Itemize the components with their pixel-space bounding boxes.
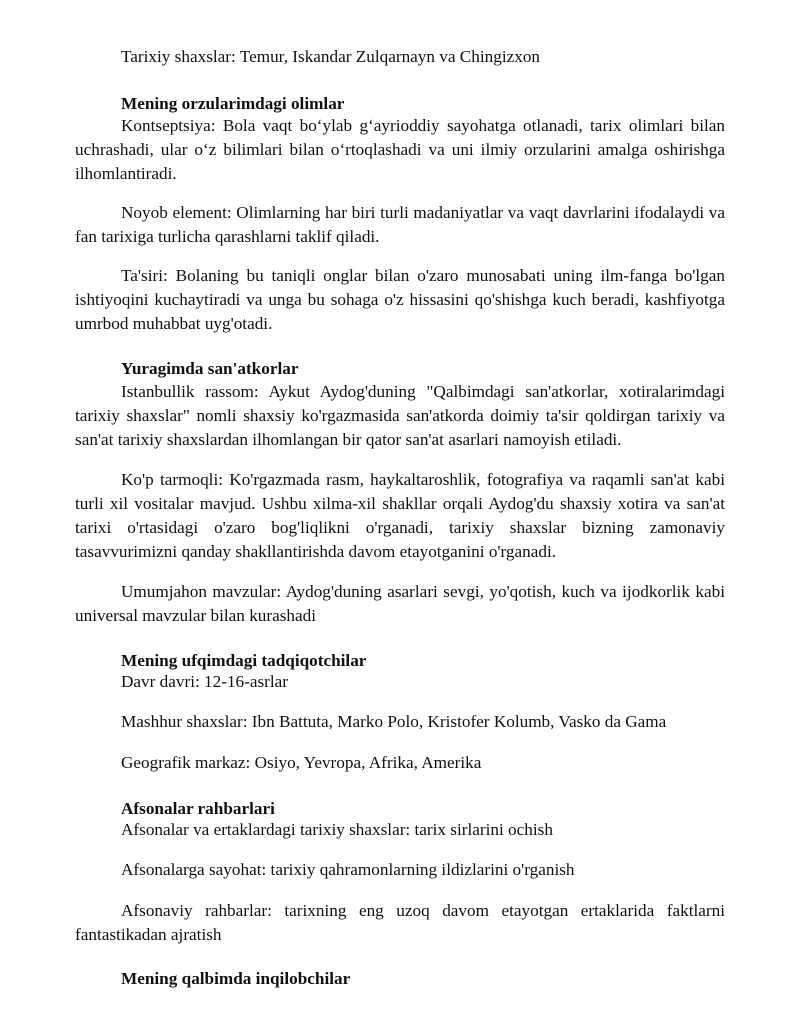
heading-explorers: Mening ufqimdagi tadqiqotchilar [121,651,367,670]
paragraph-istanbul-artist: Istanbullik rassom: Aykut Aydog'duning "Qalbimdagi san'atkorlar, xotiralarimdagi tarixiy shaxslar" nomli shaxsiy ko'rgazmasida san'atkorda doimiy ta'sir qoldirgan tarixiy va san'at tarixiy shaxslardan ilhomlangan bir qator san'at asarlari namoyish etiladi. [75,382,725,449]
heading-legend-leaders: Afsonalar rahbarlari [121,799,275,818]
heading-scientists: Mening orzularimdagi olimlar [121,94,345,113]
paragraph-multidisciplinary: Ko'p tarmoqli: Ko'rgazmada rasm, haykaltaroshlik, fotografiya va raqamli san'at kabi turli xil vositalar mavjud. Ushbu xilma-xil shakllar orqali Aydog'du shaxsiy xotira va san'at tarixi o'rtasidagi o'zaro bog'liqlikni o'rganadi, tarixiy shaxslar bizning zamonaviy tasavvurimizni qanday shakllantirishda davom etayotganini o'rganadi. [75,470,725,561]
paragraph-concept: Kontseptsiya: Bola vaqt bo‘ylab g‘ayrioddiy sayohatga otlanadi, tarix olimlari bilan uchrashadi, ular o‘z bilimlari bilan o‘rtoqlashadi va uni ilmiy orzularini amalga oshirishga ilhomlantiradi. [75,116,725,183]
paragraph-impact: Ta'siri: Bolaning bu taniqli onglar bilan o'zaro munosabati uning ilm-fanga bo'lgan ishtiyoqini kuchaytiradi va unga bu sohaga o'z hissasini qo'shishga kuch beradi, kashfiyotga umrbod muhabbat uyg'otadi. [75,266,725,333]
heading-revolutionaries: Mening qalbimda inqilobchilar [121,969,351,988]
paragraph-period: Davr davri: 12-16-asrlar [121,672,289,691]
paragraph-legend-journey: Afsonalarga sayohat: tarixiy qahramonlarning ildizlarini o'rganish [121,860,575,879]
paragraph-geographic-focus: Geografik markaz: Osiyo, Yevropa, Afrika, Amerika [121,753,482,772]
heading-artists: Yuragimda san'atkorlar [121,359,299,378]
paragraph-legend-figures: Afsonalar va ertaklardagi tarixiy shaxslar: tarix sirlarini ochish [121,820,553,839]
paragraph-famous-figures: Mashhur shaxslar: Ibn Battuta, Marko Polo, Kristofer Kolumb, Vasko da Gama [121,712,667,731]
paragraph-universal-themes: Umumjahon mavzular: Aydog'duning asarlari sevgi, yo'qotish, kuch va ijodkorlik kabi universal mavzular bilan kurashadi [75,582,725,625]
paragraph-historical-figures: Tarixiy shaxslar: Temur, Iskandar Zulqarnayn va Chingizxon [121,47,541,66]
paragraph-unique-element: Noyob element: Olimlarning har biri turli madaniyatlar va vaqt davrlarini ifodalaydi va fan tarixiga turlicha qarashlarni taklif qiladi. [75,203,725,246]
paragraph-legendary-leaders: Afsonaviy rahbarlar: tarixning eng uzoq davom etayotgan ertaklarida faktlarni fantastikadan ajratish [75,901,725,944]
